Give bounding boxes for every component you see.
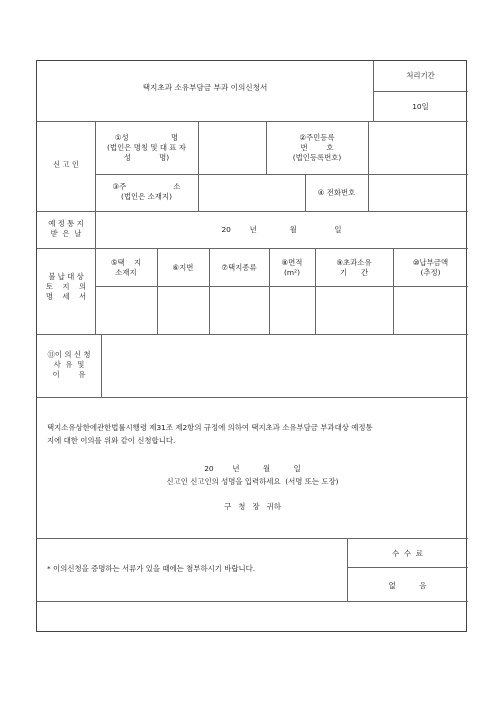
form-title: 택지초과 소유부담금 부과 이의신청서	[142, 83, 268, 92]
name-label: ①성 명 (법인은 명칭 및 대 표 자 성 명)	[107, 133, 186, 162]
divider	[373, 91, 468, 92]
processing-period-value: 10일	[412, 102, 429, 111]
objection-form	[36, 60, 467, 632]
name-field[interactable]	[199, 122, 265, 174]
divider	[37, 248, 468, 249]
divider	[37, 211, 468, 212]
phone-field[interactable]	[369, 175, 467, 211]
land-section-label: 불 납 대 상 토 지 의 명 세 서	[45, 272, 87, 301]
resident-number-field[interactable]	[369, 122, 467, 174]
column-header-payment-amount: ⑩납부금액 (추정)	[412, 258, 449, 277]
recipient: 구 청 장 귀하	[224, 502, 281, 511]
resident-number-label: ②주민등록 번 호 (법인등록번호)	[292, 133, 342, 162]
attachment-note: * 이의신청을 증명하는 서류가 있을 때에는 첨부하시기 바랍니다.	[47, 564, 256, 573]
sign-date[interactable]: 20 년 월 일	[204, 464, 301, 473]
address-field[interactable]	[199, 175, 305, 211]
divider	[37, 601, 468, 602]
column-header-land-type: ⑦택지종류	[221, 263, 257, 272]
fee-label: 수 수 료	[392, 549, 423, 558]
column-header-area: ⑧면적 (m²)	[281, 258, 303, 277]
signature-line[interactable]: 신고인 신고인의 성명을 입력하세요 (서명 또는 도장)	[166, 477, 339, 486]
notice-date-label: 예 정 통 지 받 은 날	[48, 219, 84, 238]
notice-date-value[interactable]: 20 년 월 일	[221, 225, 342, 234]
objection-reason-field[interactable]	[102, 335, 467, 396]
address-label: ③주 소 (법인은 소재지)	[112, 182, 181, 201]
objection-reason-label: ⑪이 의 신 청 사 유 및 이 유	[47, 350, 91, 379]
divider	[347, 567, 468, 568]
divider	[347, 538, 348, 601]
column-header-excess-period: ⑨초과소유 기 간	[336, 258, 372, 277]
column-header-lot-number: ⑥지번	[172, 263, 194, 272]
divider	[37, 397, 468, 398]
applicant-section-label: 신 고 인	[52, 160, 80, 169]
column-header-location: ⑤택 지 소재지	[110, 258, 142, 277]
land-row-cells[interactable]	[96, 287, 467, 333]
processing-period-label: 처리기간	[406, 71, 435, 80]
phone-label: ④ 전화번호	[317, 188, 356, 197]
fee-value: 없 음	[388, 581, 427, 590]
divider	[37, 538, 468, 539]
statement-text: 택지소유상한에관한법률시행령 제31조 제2항의 규정에 의하여 택지초과 소유부담금 부과대상 예정통 지에 대한 이의를 위와 같이 신청합니다.	[47, 423, 373, 445]
